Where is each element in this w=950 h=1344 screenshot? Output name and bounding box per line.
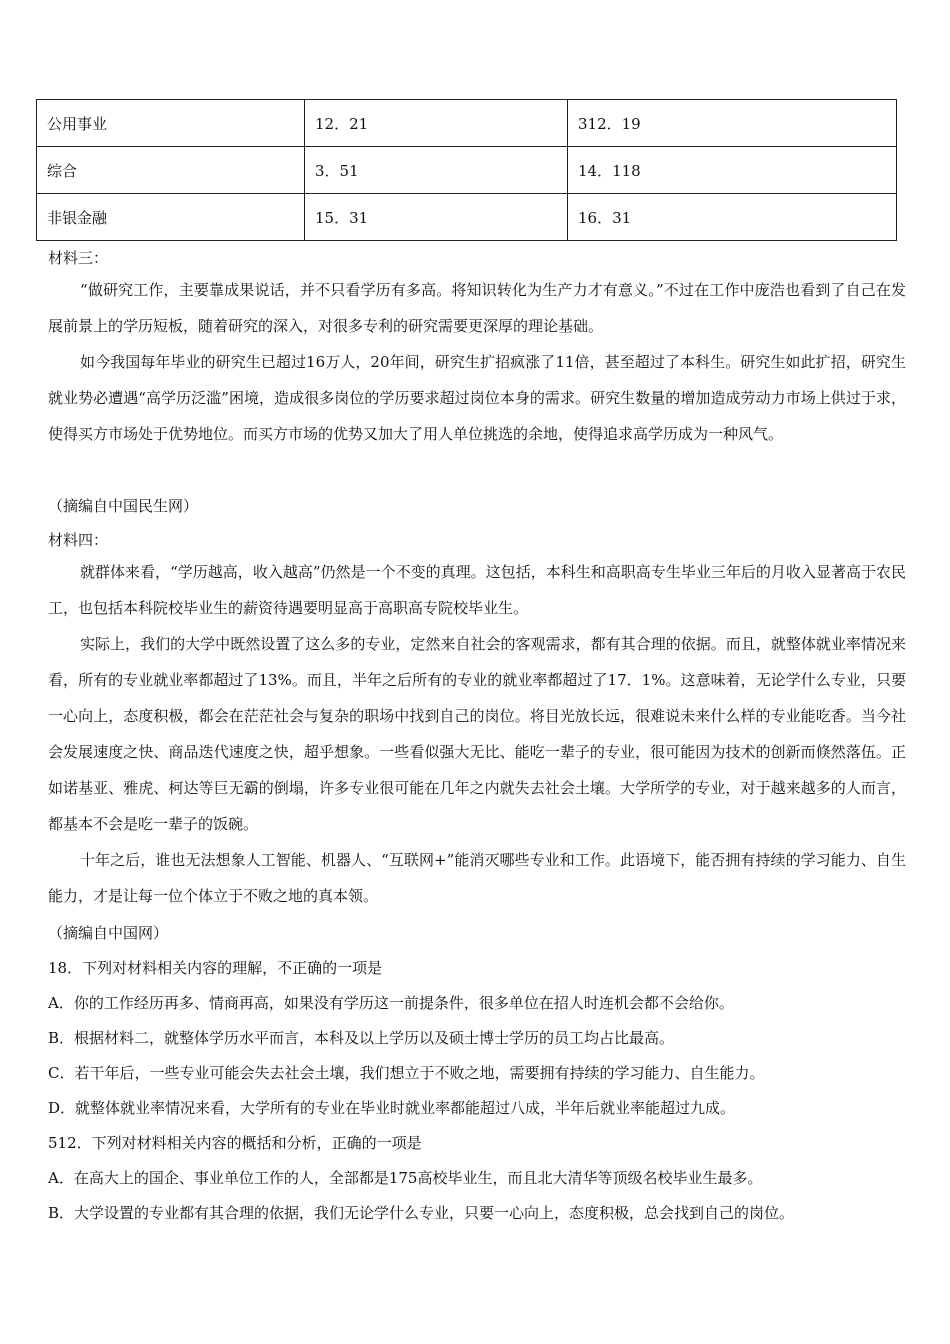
table-cell: 15．31 [305,194,568,241]
question-512-option-a: A．在高大上的国企、事业单位工作的人，全部都是175高校毕业生，而且北大清华等顶级名校毕业生最多。 [48,1169,763,1187]
table-cell: 公用事业 [37,100,305,147]
question-18-option-a: A．你的工作经历再多、情商再高，如果没有学历这一前提条件，很多单位在招人时连机会都不会给你。 [48,994,734,1012]
table-cell: 非银金融 [37,194,305,241]
question-18-stem: 18．下列对材料相关内容的理解，不正确的一项是 [48,959,383,977]
table-row [37,100,897,147]
table-cell: 12．21 [305,100,568,147]
question-512-stem: 512．下列对材料相关内容的概括和分析，正确的一项是 [48,1134,422,1152]
table-cell: 14．118 [568,147,897,194]
material3-paragraph: “做研究工作，主要靠成果说话，并不只看学历有多高。将知识转化为生产力才有意义。”不过在工作中庞浩也看到了自己在发展前景上的学历短板，随着研究的深入，对很多专利的研究需要更深厚的理论基础。 [48,281,906,335]
table-cell: 16．31 [568,194,897,241]
table-cell: 312．19 [568,100,897,147]
table-row [37,194,897,241]
table-cell: 3．51 [305,147,568,194]
material3-source: （摘编自中国民生网） [48,497,199,515]
question-18-option-c: C．若干年后，一些专业可能会失去社会土壤，我们想立于不败之地，需要拥有持续的学习能力、自生能力。 [48,1064,765,1082]
industry-table [36,99,897,241]
material4-paragraph: 实际上，我们的大学中既然设置了这么多的专业，定然来自社会的客观需求，都有其合理的依据。而且，就整体就业率情况来看，所有的专业就业率都超过了13%。而且，半年之后所有的专业的就业率都超过了17．1%。这意味着，无论学什么专业，只要一心向上，态度积极，都会在茫茫社会与复杂的职场中找到自己的岗位。将目光放长远，很难说未来什么样的专业能吃香。当今社会发展速度之快、商品迭代速度之快，超乎想象。一些看似强大无比、能吃一辈子的专业，很可能因为技术的创新而倏然落伍。正如诺基亚、雅虎、柯达等巨无霸的倒塌，许多专业很可能在几年之内就失去社会土壤。大学所学的专业，对于越来越多的人而言，都基本不会是吃一辈子的饭碗。 [48,635,906,833]
question-18-option-d: D．就整体就业率情况来看，大学所有的专业在毕业时就业率都能超过八成，半年后就业率能超过九成。 [48,1099,736,1117]
question-512-option-b: B．大学设置的专业都有其合理的依据，我们无论学什么专业，只要一心向上，态度积极，总会找到自己的岗位。 [48,1204,795,1222]
material4-heading: 材料四： [48,531,109,549]
table-cell: 综合 [37,147,305,194]
question-18-option-b: B．根据材料二，就整体学历水平而言，本科及以上学历以及硕士博士学历的员工均占比最高。 [48,1029,675,1047]
material3-paragraph: 如今我国每年毕业的研究生已超过16万人，20年间，研究生扩招疯涨了11倍，甚至超过了本科生。研究生如此扩招，研究生就业势必遭遇“高学历泛滥”困境，造成很多岗位的学历要求超过岗位本身的需求。研究生数量的增加造成劳动力市场上供过于求，使得买方市场处于优势地位。而买方市场的优势又加大了用人单位挑选的余地，使得追求高学历成为一种风气。 [48,353,906,443]
material3-heading: 材料三： [48,249,109,267]
material4-source: （摘编自中国网） [48,924,169,942]
table-row [37,147,897,194]
material4-paragraph: 就群体来看，“学历越高，收入越高”仍然是一个不变的真理。这包括，本科生和高职高专生毕业三年后的月收入显著高于农民工，也包括本科院校毕业生的薪资待遇要明显高于高职高专院校毕业生。 [48,563,906,617]
material4-paragraph: 十年之后，谁也无法想象人工智能、机器人、“互联网+”能消灭哪些专业和工作。此语境下，能否拥有持续的学习能力、自生能力，才是让每一位个体立于不败之地的真本领。 [48,851,906,905]
